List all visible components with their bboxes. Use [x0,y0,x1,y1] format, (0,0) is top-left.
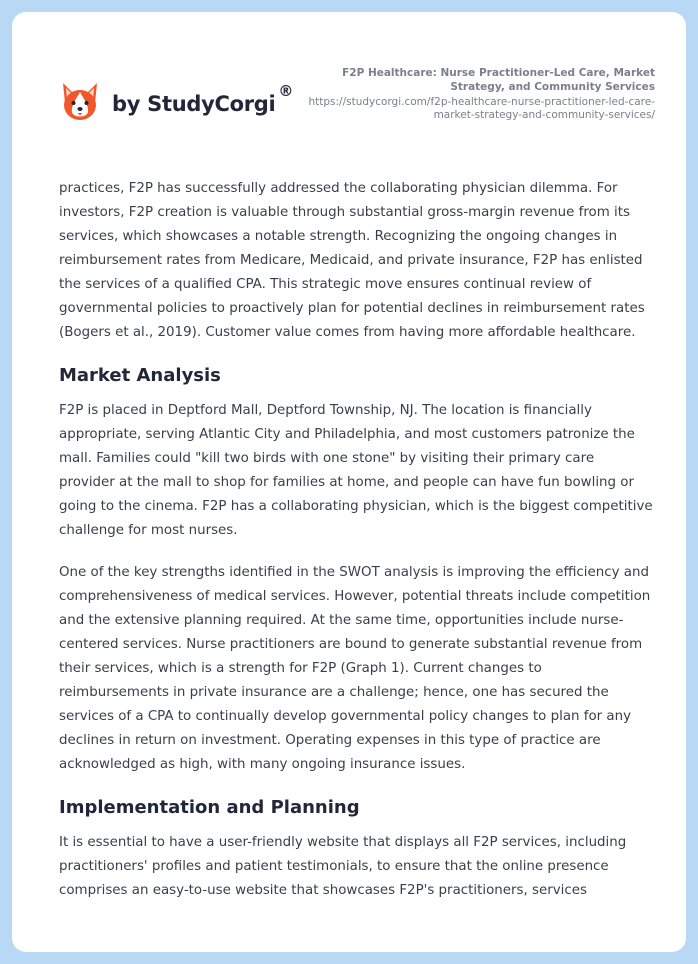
body-paragraph: It is essential to have a user-friendly website that displays all F2P services, including practitioners' profiles and patient testimonials, to ensure that the online presence comprises an easy-to-use website that showcases F2P's practitioners, services [59,835,627,898]
body-paragraph: One of the key strengths identified in the SWOT analysis is improving the efficiency and comprehensiveness of medical services. However, potential threats include competition and the extensive planning required. At the same time, opportunities include nurse-centered services. Nurse practitioners are bound to generate substantial revenue from their services, which is a strength for F2P (Graph 1). Current changes to reimbursements in private insurance are a challenge; hence, one has secured the services of a CPA to continually develop governmental policy changes to plan for any declines in return on investment. Operating expenses in this type of practice are acknowledged as high, with many ongoing insurance issues. [59,565,651,772]
document-body [59,177,654,921]
section-heading-market-analysis: Market Analysis [59,365,221,386]
section-heading-implementation-planning: Implementation and Planning [59,797,360,818]
page-header [12,12,686,162]
corgi-icon [60,79,100,123]
body-paragraph: F2P is placed in Deptford Mall, Deptford Township, NJ. The location is financially appropriate, serving Atlantic City and Philadelphia, and most customers patronize the mall. Families could "kill two birds with one stone" by visiting their primary care provider at the mall to shop for families at home, and people can have fun bowling or going to the cinema. F2P has a collaborating physician, which is the biggest competitive challenge for most nurses. [59,403,653,538]
document-page [12,12,686,952]
body-paragraph: practices, F2P has successfully addressed the collaborating physician dilemma. For investors, F2P creation is valuable through substantial gross-margin revenue from its services, which showcases a notable strength. Recognizing the ongoing changes in reimbursement rates from Medicare, Medicaid, and private insurance, F2P has enlisted the services of a qualified CPA. This strategic move ensures continual review of governmental policies to proactively plan for potential declines in reimbursement rates (Bogers et al., 2019). Customer value comes from having more affordable healthcare. [59,181,645,340]
logo-text: by StudyCorgi [112,92,276,116]
document-url[interactable]: https://studycorgi.com/f2p-healthcare-nurse-practitioner-led-care-market-strategy-and-community-services/ [308,96,655,121]
studycorgi-logo[interactable] [60,76,293,126]
registered-mark: ® [278,82,294,100]
document-title: F2P Healthcare: Nurse Practitioner-Led Care, Market Strategy, and Community Services [342,67,655,93]
document-meta [305,66,655,122]
